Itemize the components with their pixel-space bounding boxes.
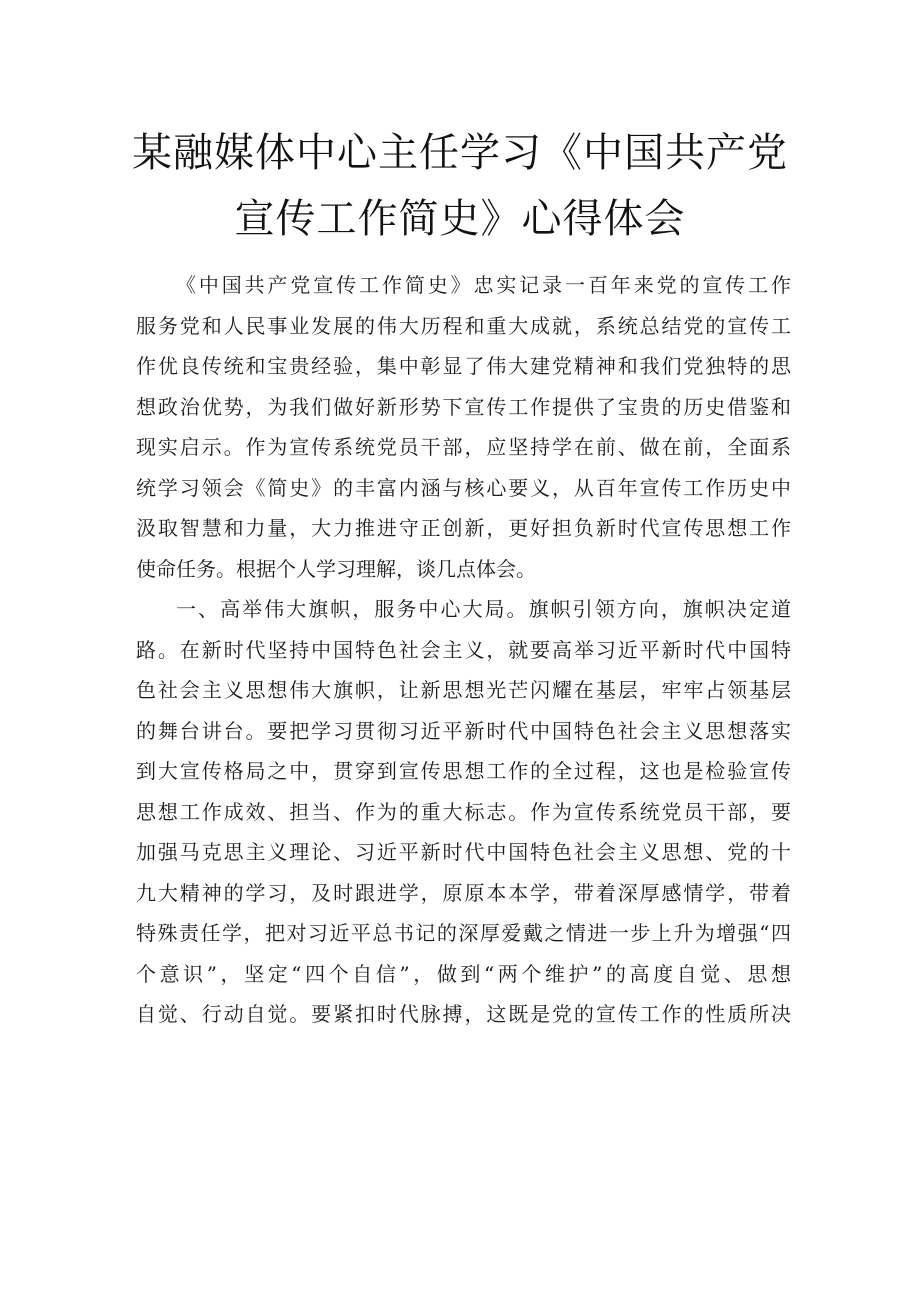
text-line: 想政治优势，为我们做好新形势下宣传工作提供了宝贵的历史借鉴和: [136, 394, 791, 419]
text-line: 使命任务。根据个人学习理解，谈几点体会。: [136, 556, 536, 581]
paragraph-intro: [136, 265, 791, 589]
text-line: 现实启示。作为宣传系统党员干部，应坚持学在前、做在前，全面系: [136, 435, 791, 459]
text-line: 自觉、行动自觉。要紧扣时代脉搏，这既是党的宣传工作的性质所决: [136, 1002, 791, 1026]
text-line: 的舞台讲台。要把学习贯彻习近平新时代中国特色社会主义思想落实: [136, 718, 791, 743]
document-body: [136, 265, 791, 1035]
text-line: 到大宣传格局之中，贯穿到宣传思想工作的全过程，这也是检验宣传: [136, 759, 791, 783]
paragraph-section-one: [136, 589, 791, 1035]
text-line: 加强马克思主义理论、习近平新时代中国特色社会主义思想、党的十: [136, 840, 791, 864]
text-line: 服务党和人民事业发展的伟大历程和重大成就，系统总结党的宣传工: [136, 313, 791, 338]
text-line: 一、高举伟大旗帜，服务中心大局。旗帜引领方向，旗帜决定道: [176, 597, 791, 621]
title-line: 宣传工作简史》心得体会: [234, 196, 686, 242]
document-title: [90, 120, 830, 252]
text-line: 特殊责任学，把对习近平总书记的深厚爱戴之情进一步上升为增强“四: [136, 921, 791, 945]
text-line: 个意识”，坚定“四个自信”，做到“两个维护”的高度自觉、思想: [136, 961, 791, 986]
text-line: 汲取智慧和力量，大力推进守正创新，更好担负新时代宣传思想工作: [136, 516, 791, 540]
text-line: 色社会主义思想伟大旗帜，让新思想光芒闪耀在基层，牢牢占领基层: [136, 678, 791, 702]
text-line: 九大精神的学习，及时跟进学，原原本本学，带着深厚感情学，带着: [136, 880, 791, 905]
text-line: 思想工作成效、担当、作为的重大标志。作为宣传系统党员干部，要: [136, 799, 791, 824]
text-line: 作优良传统和宝贵经验，集中彰显了伟大建党精神和我们党独特的思: [136, 354, 791, 378]
text-line: 《中国共产党宣传工作简史》忠实记录一百年来党的宣传工作: [176, 273, 791, 297]
text-line: 路。在新时代坚持中国特色社会主义，就要高举习近平新时代中国特: [136, 637, 791, 662]
title-line: 某融媒体中心主任学习《中国共产党: [132, 130, 788, 176]
text-line: 统学习领会《简史》的丰富内涵与核心要义，从百年宣传工作历史中: [136, 475, 791, 500]
